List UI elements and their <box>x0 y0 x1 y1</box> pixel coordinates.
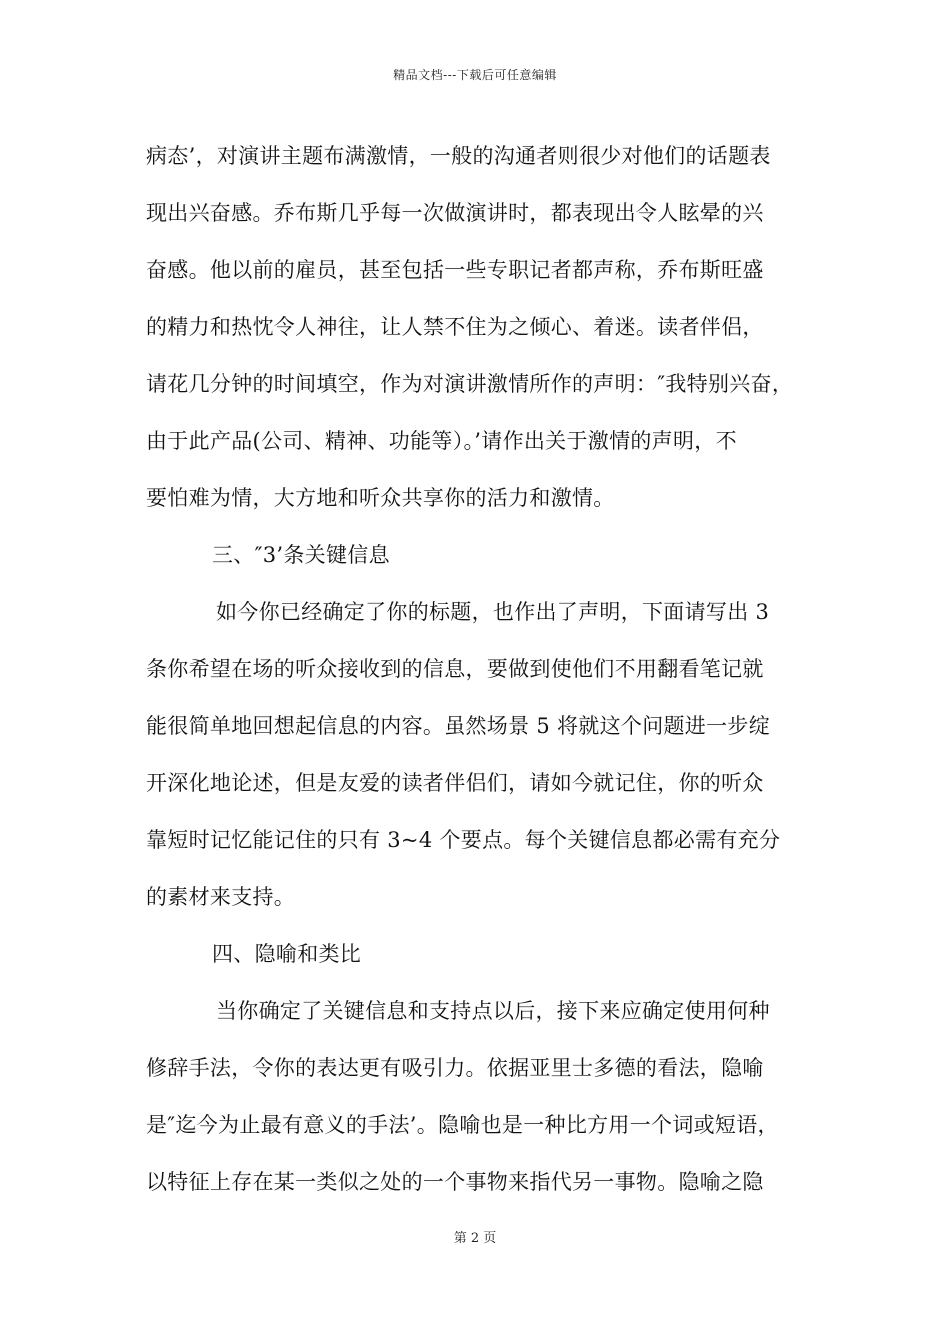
paragraph-line: 病态’，对演讲主题布满激情，一般的沟通者则很少对他们的话题表 <box>146 144 771 168</box>
paragraph-line: 修辞手法，令你的表达更有吸引力。依据亚里士多德的看法，隐喻 <box>146 1056 764 1080</box>
paragraph-line: 现出兴奋感。乔布斯几乎每一次做演讲时，都表现出令人眩晕的兴 <box>146 201 764 225</box>
page-number: 第 2 页 <box>453 1231 497 1246</box>
paragraph-line: 条你希望在场的听众接收到的信息，要做到使他们不用翻看笔记就 <box>146 657 764 681</box>
paragraph-line: 以特征上存在某一类似之处的一个事物来指代另一事物。隐喻之隐 <box>146 1170 764 1194</box>
paragraph-line: 的精力和热忱令人神往，让人禁不住为之倾心、着迷。读者伴侣， <box>146 315 764 339</box>
page-header: 精品文档---下载后可任意编辑 <box>393 68 557 82</box>
paragraph-line: 开深化地论述，但是友爱的读者伴侣们，请如今就记住，你的听众 <box>146 771 764 795</box>
paragraph-line: 能很简单地回想起信息的内容。虽然场景 5 将就这个问题进一步绽 <box>146 714 771 738</box>
paragraph-line: 由于此产品(公司、精神、功能等）。’请作出关于激情的声明，不 <box>146 429 737 453</box>
paragraph-first-line: 当你确定了关键信息和支持点以后，接下来应确定使用何种 <box>216 999 770 1023</box>
document-body <box>146 128 806 1211</box>
paragraph-line: 要怕难为情，大方地和听众共享你的活力和激情。 <box>146 486 615 510</box>
paragraph-line: 请花几分钟的时间填空，作为对演讲激情所作的声明：″我特别兴奋， <box>146 372 794 396</box>
section-heading: 三、″3’条关键信息 <box>212 543 390 567</box>
paragraph-line: 的素材来支持。 <box>146 885 296 909</box>
paragraph-line: 是″迄今为止最有意义的手法’。隐喻也是一种比方用一个词或短语， <box>146 1113 779 1137</box>
section-heading: 四、隐喻和类比 <box>212 942 362 966</box>
paragraph-first-line: 如今你已经确定了你的标题，也作出了声明，下面请写出 3 <box>216 600 770 624</box>
paragraph-line: 奋感。他以前的雇员，甚至包括一些专职记者都声称，乔布斯旺盛 <box>146 258 764 282</box>
paragraph-line: 靠短时记忆能记住的只有 3~4 个要点。每个关键信息都必需有充分 <box>146 828 781 852</box>
